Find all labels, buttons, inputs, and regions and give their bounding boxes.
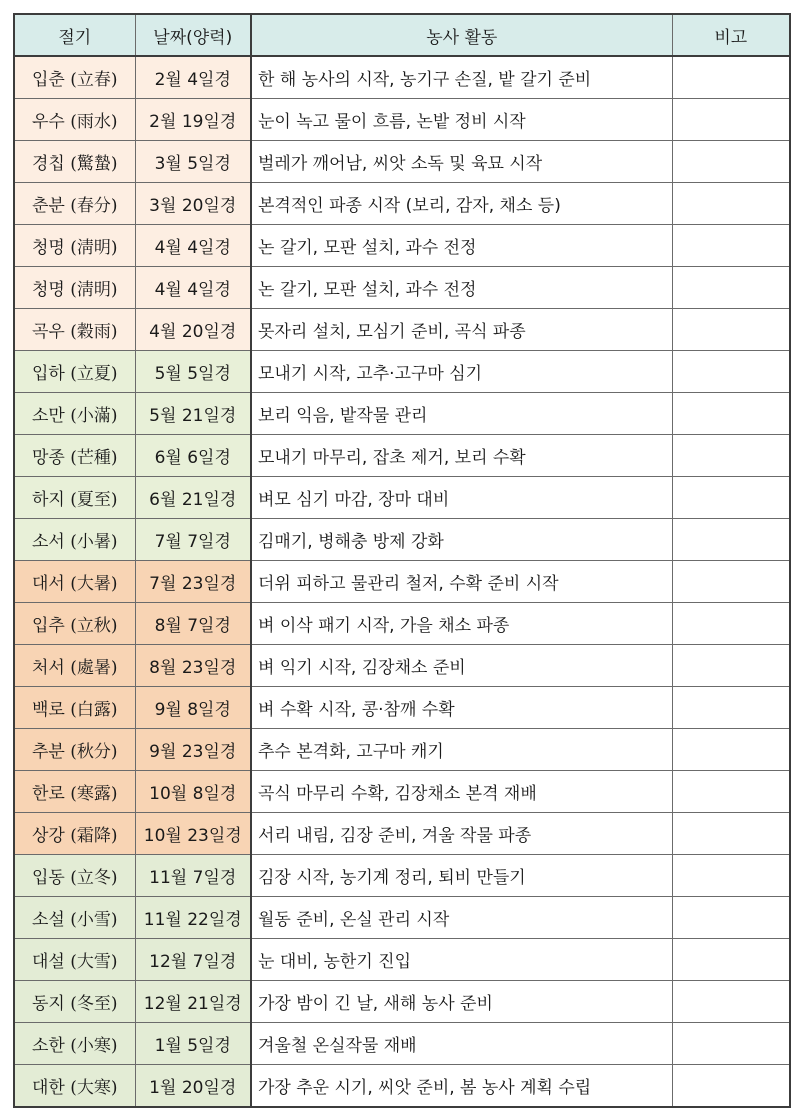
date-day: 23일경 — [181, 742, 237, 762]
table-row — [14, 855, 790, 897]
solar-term-cell — [14, 141, 135, 183]
date-day: 5일경 — [187, 1036, 231, 1056]
solar-term-hanja: (立夏) — [70, 364, 118, 384]
table-row — [14, 561, 790, 603]
note-cell — [672, 1023, 790, 1065]
activity-cell: 벼 수확 시작, 콩·참깨 수확 — [251, 687, 672, 729]
solar-term-hanja: (淸明) — [70, 238, 118, 258]
date-month: 5월 — [149, 406, 177, 426]
solar-term-name: 우수 — [31, 112, 65, 132]
date-cell — [135, 687, 251, 729]
note-cell — [672, 99, 790, 141]
solar-term-name: 백로 — [31, 700, 65, 720]
activity-cell: 김장 시작, 농기계 정리, 퇴비 만들기 — [251, 855, 672, 897]
solar-term-cell — [14, 225, 135, 267]
date-cell — [135, 855, 251, 897]
solar-term-name: 소한 — [31, 1036, 65, 1056]
date-month: 7월 — [154, 532, 182, 552]
date-month: 6월 — [154, 448, 182, 468]
date-day: 7일경 — [192, 952, 237, 972]
solar-term-hanja: (小暑) — [70, 532, 118, 552]
solar-term-hanja: (寒露) — [70, 784, 118, 804]
date-cell — [135, 393, 251, 435]
activity-cell: 벼 이삭 패기 시작, 가을 채소 파종 — [251, 603, 672, 645]
note-cell — [672, 309, 790, 351]
solar-term-cell — [14, 561, 135, 603]
date-day: 7일경 — [192, 868, 237, 888]
solar-term-cell — [14, 645, 135, 687]
solar-term-cell — [14, 1023, 135, 1065]
date-day: 6일경 — [187, 448, 231, 468]
date-cell — [135, 477, 251, 519]
date-day: 8일경 — [187, 700, 231, 720]
date-month: 12월 — [149, 952, 188, 972]
activity-cell: 한 해 농사의 시작, 농기구 손질, 밭 갈기 준비 — [251, 56, 672, 99]
solar-term-hanja: (白露) — [70, 700, 118, 720]
header-activity: 농사 활동 — [251, 14, 672, 56]
note-cell — [672, 477, 790, 519]
activity-cell: 모내기 시작, 고추·고구마 심기 — [251, 351, 672, 393]
solar-term-cell — [14, 435, 135, 477]
activity-cell: 본격적인 파종 시작 (보리, 감자, 채소 등) — [251, 183, 672, 225]
solar-term-cell — [14, 183, 135, 225]
activity-cell: 보리 익음, 밭작물 관리 — [251, 393, 672, 435]
solar-term-cell — [14, 267, 135, 309]
date-cell — [135, 1065, 251, 1108]
table-row — [14, 225, 790, 267]
solar-term-name: 청명 — [31, 280, 65, 300]
solar-term-hanja: (大雪) — [70, 952, 118, 972]
solar-term-name: 한로 — [31, 784, 65, 804]
activity-cell: 가장 밤이 긴 날, 새해 농사 준비 — [251, 981, 672, 1023]
table-row — [14, 99, 790, 141]
solar-term-hanja: (小雪) — [70, 910, 118, 930]
date-cell — [135, 56, 251, 99]
table-row — [14, 56, 790, 99]
date-month: 4월 — [154, 238, 182, 258]
date-day: 8일경 — [192, 784, 237, 804]
note-cell — [672, 645, 790, 687]
solar-term-name: 하지 — [31, 490, 65, 510]
date-cell — [135, 99, 251, 141]
solar-term-cell — [14, 687, 135, 729]
date-month: 8월 — [149, 658, 177, 678]
date-cell — [135, 603, 251, 645]
activity-cell: 벼모 심기 마감, 장마 대비 — [251, 477, 672, 519]
table-row — [14, 141, 790, 183]
activity-cell: 월동 준비, 온실 관리 시작 — [251, 897, 672, 939]
date-month: 2월 — [154, 70, 182, 90]
table-row — [14, 183, 790, 225]
solar-term-name: 망종 — [31, 448, 65, 468]
date-cell — [135, 351, 251, 393]
date-day: 19일경 — [181, 112, 237, 132]
note-cell — [672, 729, 790, 771]
solar-term-name: 입춘 — [31, 70, 65, 90]
solar-term-cell — [14, 729, 135, 771]
solar-term-name: 소설 — [31, 910, 65, 930]
activity-cell: 추수 본격화, 고구마 캐기 — [251, 729, 672, 771]
table-row — [14, 309, 790, 351]
solar-term-hanja: (芒種) — [70, 448, 118, 468]
date-day: 4일경 — [187, 238, 231, 258]
activity-cell: 서리 내림, 김장 준비, 겨울 작물 파종 — [251, 813, 672, 855]
date-cell — [135, 561, 251, 603]
date-day: 21일경 — [181, 406, 237, 426]
note-cell — [672, 981, 790, 1023]
date-month: 3월 — [154, 154, 182, 174]
solar-term-name: 처서 — [31, 658, 65, 678]
date-cell — [135, 267, 251, 309]
date-month: 9월 — [149, 742, 177, 762]
activity-cell: 벼 익기 시작, 김장채소 준비 — [251, 645, 672, 687]
header-date: 날짜(양력) — [135, 14, 251, 56]
table-row — [14, 435, 790, 477]
date-cell — [135, 309, 251, 351]
solar-term-cell — [14, 351, 135, 393]
solar-term-hanja: (立冬) — [70, 868, 118, 888]
solar-term-cell — [14, 1065, 135, 1108]
date-month: 1월 — [149, 1078, 177, 1098]
solar-term-cell — [14, 981, 135, 1023]
solar-term-hanja: (驚蟄) — [70, 154, 118, 174]
table-body — [14, 56, 790, 1107]
date-cell — [135, 981, 251, 1023]
table-row — [14, 267, 790, 309]
activity-cell: 겨울철 온실작물 재배 — [251, 1023, 672, 1065]
note-cell — [672, 519, 790, 561]
date-day: 7일경 — [187, 616, 231, 636]
solar-term-cell — [14, 99, 135, 141]
table-row — [14, 477, 790, 519]
date-cell — [135, 1023, 251, 1065]
note-cell — [672, 225, 790, 267]
note-cell — [672, 1065, 790, 1108]
solar-term-hanja: (雨水) — [70, 112, 118, 132]
table-header-row — [14, 14, 790, 56]
solar-term-name: 곡우 — [31, 322, 65, 342]
date-month: 3월 — [149, 196, 177, 216]
activity-cell: 모내기 마무리, 잡초 제거, 보리 수확 — [251, 435, 672, 477]
date-day: 21일경 — [181, 490, 237, 510]
solar-term-hanja: (小寒) — [70, 1036, 118, 1056]
solar-term-name: 입하 — [31, 364, 65, 384]
solar-term-name: 입동 — [31, 868, 65, 888]
solar-term-name: 대한 — [31, 1078, 65, 1098]
solar-term-hanja: (冬至) — [70, 994, 118, 1014]
solar-term-cell — [14, 855, 135, 897]
solar-term-hanja: (小滿) — [70, 406, 118, 426]
date-day: 20일경 — [181, 196, 237, 216]
date-month: 4월 — [149, 322, 177, 342]
note-cell — [672, 687, 790, 729]
date-day: 5일경 — [187, 154, 231, 174]
date-month: 12월 — [143, 994, 182, 1014]
table-row — [14, 813, 790, 855]
date-cell — [135, 897, 251, 939]
table-row — [14, 687, 790, 729]
table-row — [14, 519, 790, 561]
date-day: 21일경 — [187, 994, 242, 1014]
solar-term-name: 청명 — [31, 238, 65, 258]
date-month: 11월 — [149, 868, 188, 888]
date-cell — [135, 183, 251, 225]
date-cell — [135, 141, 251, 183]
table-row — [14, 939, 790, 981]
date-month: 2월 — [149, 112, 177, 132]
date-month: 7월 — [149, 574, 177, 594]
activity-cell: 더위 피하고 물관리 철저, 수확 준비 시작 — [251, 561, 672, 603]
solar-term-cell — [14, 477, 135, 519]
solar-term-cell — [14, 939, 135, 981]
date-month: 10월 — [149, 784, 188, 804]
solar-term-cell — [14, 56, 135, 99]
solar-term-name: 소만 — [31, 406, 65, 426]
date-day: 23일경 — [181, 574, 237, 594]
note-cell — [672, 183, 790, 225]
note-cell — [672, 267, 790, 309]
date-cell — [135, 813, 251, 855]
note-cell — [672, 435, 790, 477]
solar-term-name: 동지 — [31, 994, 65, 1014]
date-month: 10월 — [143, 826, 182, 846]
solar-term-cell — [14, 813, 135, 855]
table-row — [14, 897, 790, 939]
solar-term-hanja: (夏至) — [70, 490, 118, 510]
date-day: 23일경 — [187, 826, 242, 846]
activity-cell: 가장 추운 시기, 씨앗 준비, 봄 농사 계획 수립 — [251, 1065, 672, 1108]
note-cell — [672, 897, 790, 939]
note-cell — [672, 939, 790, 981]
table-row — [14, 771, 790, 813]
date-day: 20일경 — [181, 322, 237, 342]
note-cell — [672, 141, 790, 183]
solar-term-name: 입추 — [31, 616, 65, 636]
date-day: 5일경 — [187, 364, 231, 384]
table-row — [14, 603, 790, 645]
solar-term-hanja: (大暑) — [70, 574, 118, 594]
activity-cell: 벌레가 깨어남, 씨앗 소독 및 육묘 시작 — [251, 141, 672, 183]
activity-cell: 곡식 마무리 수확, 김장채소 본격 재배 — [251, 771, 672, 813]
solar-term-hanja: (立春) — [70, 70, 118, 90]
solar-term-name: 추분 — [31, 742, 65, 762]
date-cell — [135, 771, 251, 813]
note-cell — [672, 393, 790, 435]
solar-term-hanja: (處暑) — [70, 658, 118, 678]
table-row — [14, 981, 790, 1023]
date-day: 22일경 — [187, 910, 242, 930]
note-cell — [672, 56, 790, 99]
activity-cell: 못자리 설치, 모심기 준비, 곡식 파종 — [251, 309, 672, 351]
date-month: 4월 — [154, 280, 182, 300]
solar-term-hanja: (大寒) — [70, 1078, 118, 1098]
date-cell — [135, 729, 251, 771]
note-cell — [672, 351, 790, 393]
date-cell — [135, 225, 251, 267]
note-cell — [672, 855, 790, 897]
date-cell — [135, 435, 251, 477]
solar-term-hanja: (秋分) — [70, 742, 118, 762]
date-day: 4일경 — [187, 280, 231, 300]
solar-term-cell — [14, 771, 135, 813]
solar-term-name: 상강 — [31, 826, 65, 846]
date-month: 1월 — [154, 1036, 182, 1056]
date-day: 23일경 — [181, 658, 237, 678]
solar-term-name: 대서 — [31, 574, 65, 594]
header-note: 비고 — [672, 14, 790, 56]
date-day: 7일경 — [187, 532, 231, 552]
note-cell — [672, 813, 790, 855]
note-cell — [672, 561, 790, 603]
solar-term-name: 경칩 — [31, 154, 65, 174]
table-row — [14, 393, 790, 435]
solar-term-hanja: (霜降) — [70, 826, 118, 846]
activity-cell: 눈 대비, 농한기 진입 — [251, 939, 672, 981]
note-cell — [672, 603, 790, 645]
date-month: 11월 — [143, 910, 182, 930]
table-row — [14, 1065, 790, 1108]
date-day: 20일경 — [181, 1078, 237, 1098]
activity-cell: 눈이 녹고 물이 흐름, 논밭 정비 시작 — [251, 99, 672, 141]
date-day: 4일경 — [187, 70, 231, 90]
table-row — [14, 1023, 790, 1065]
solar-term-cell — [14, 603, 135, 645]
table-row — [14, 645, 790, 687]
date-month: 9월 — [154, 700, 182, 720]
date-month: 8월 — [154, 616, 182, 636]
solar-term-name: 춘분 — [31, 196, 65, 216]
solar-term-cell — [14, 309, 135, 351]
solar-terms-table — [13, 13, 791, 1108]
solar-term-name: 대설 — [31, 952, 65, 972]
solar-term-hanja: (穀雨) — [70, 322, 118, 342]
solar-term-hanja: (春分) — [70, 196, 118, 216]
solar-term-cell — [14, 519, 135, 561]
solar-terms-table-container — [13, 13, 789, 1108]
date-month: 6월 — [149, 490, 177, 510]
date-month: 5월 — [154, 364, 182, 384]
header-term: 절기 — [14, 14, 135, 56]
solar-term-cell — [14, 897, 135, 939]
note-cell — [672, 771, 790, 813]
activity-cell: 김매기, 병해충 방제 강화 — [251, 519, 672, 561]
date-cell — [135, 519, 251, 561]
solar-term-cell — [14, 393, 135, 435]
solar-term-hanja: (淸明) — [70, 280, 118, 300]
solar-term-hanja: (立秋) — [70, 616, 118, 636]
solar-term-name: 소서 — [31, 532, 65, 552]
table-row — [14, 351, 790, 393]
date-cell — [135, 939, 251, 981]
activity-cell: 논 갈기, 모판 설치, 과수 전정 — [251, 225, 672, 267]
date-cell — [135, 645, 251, 687]
activity-cell: 논 갈기, 모판 설치, 과수 전정 — [251, 267, 672, 309]
table-row — [14, 729, 790, 771]
